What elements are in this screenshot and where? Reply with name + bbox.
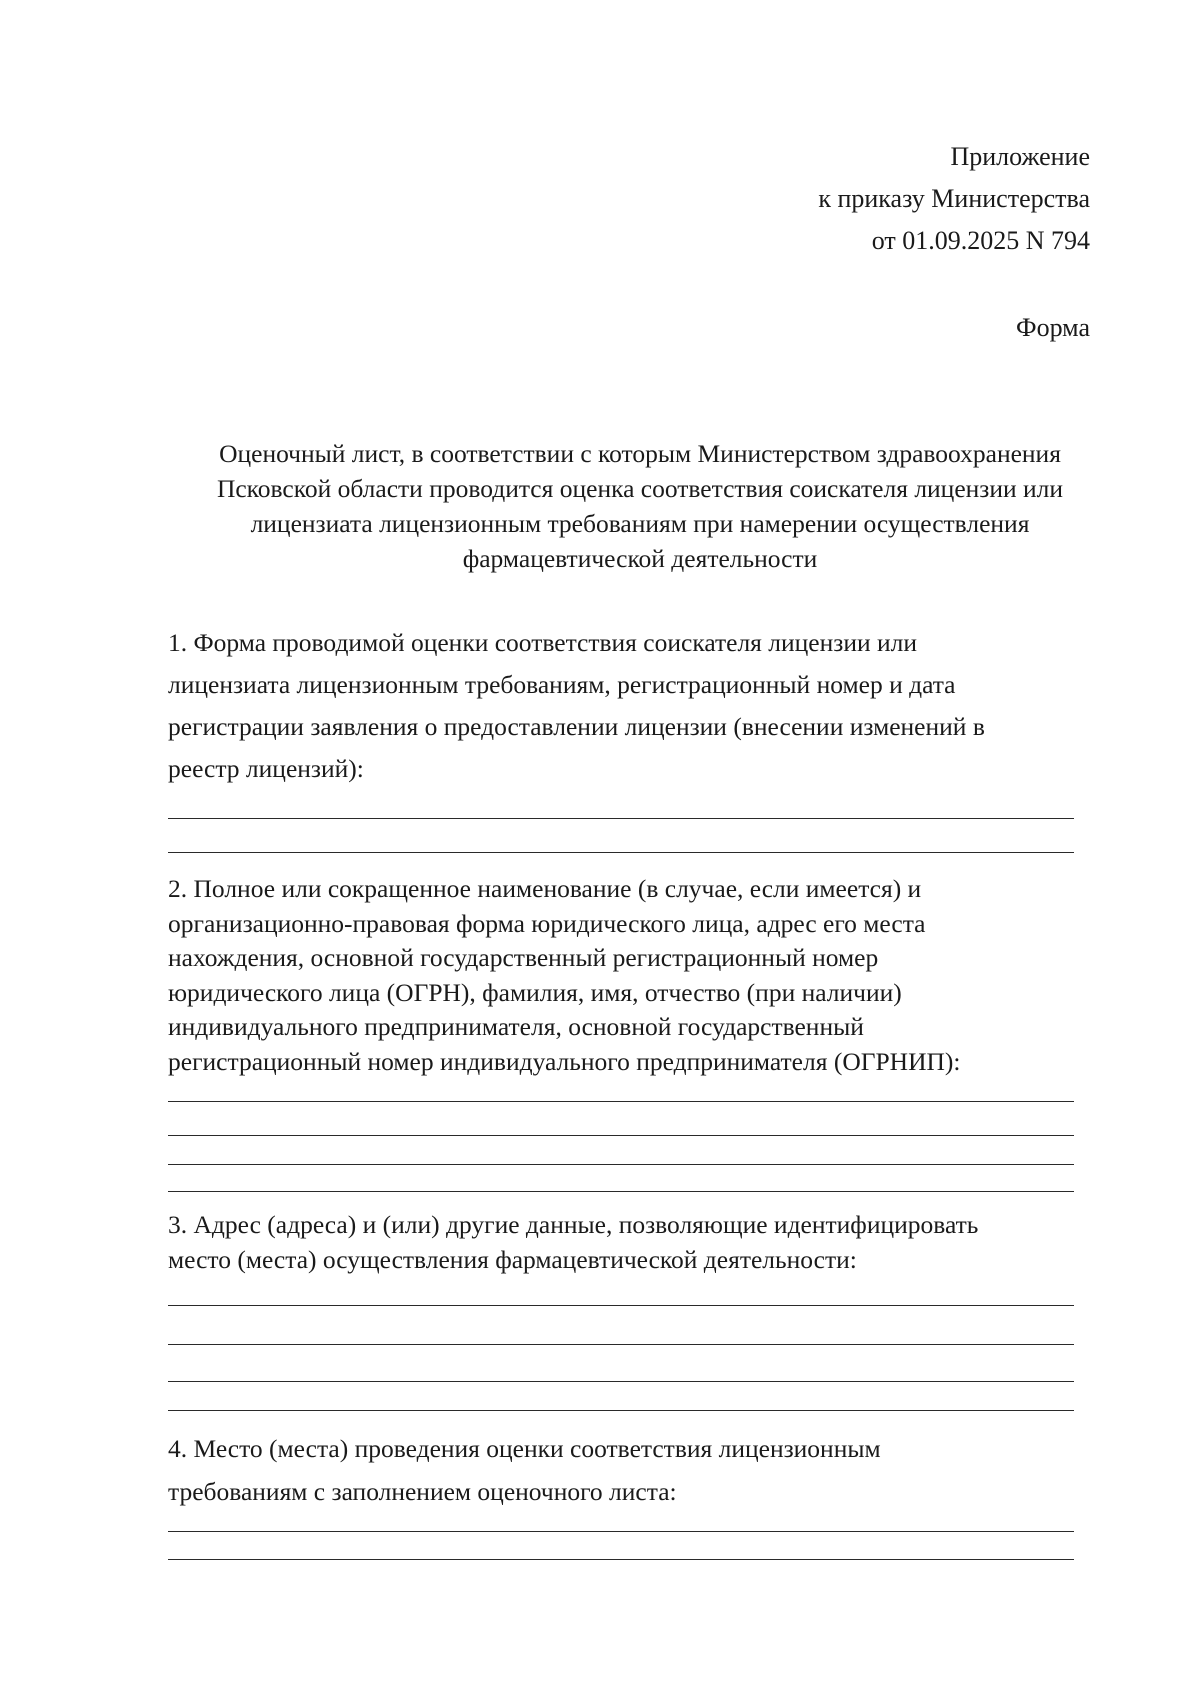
section-1-line: реестр лицензий): — [168, 754, 364, 783]
section-4-line: требованиям с заполнением оценочного листа: — [168, 1477, 677, 1506]
section-2-fill-line[interactable] — [168, 1191, 1074, 1192]
title-line: фармацевтической деятельности — [462, 544, 818, 573]
title-line: Псковской области проводится оценка соответствия соискателя лицензии или — [216, 474, 1064, 503]
section-1-line: 1. Форма проводимой оценки соответствия соискателя лицензии или — [168, 628, 918, 657]
section-1-line: лицензиата лицензионным требованиям, регистрационный номер и дата — [168, 670, 956, 699]
section-1 — [168, 622, 1088, 790]
section-3-line: 3. Адрес (адреса) и (или) другие данные, позволяющие идентифицировать — [168, 1210, 979, 1239]
section-4-line: 4. Место (места) проведения оценки соответствия лицензионным — [168, 1434, 881, 1463]
appendix-date-number: от 01.09.2025 N 794 — [871, 226, 1090, 255]
section-3-fill-line[interactable] — [168, 1381, 1074, 1382]
section-2-fill-line[interactable] — [168, 1101, 1074, 1102]
section-2-fill-line[interactable] — [168, 1135, 1074, 1136]
section-3-line: место (места) осуществления фармацевтической деятельности: — [168, 1245, 857, 1274]
appendix-reference — [818, 136, 1090, 262]
section-2-line: юридического лица (ОГРН), фамилия, имя, отчество (при наличии) — [168, 977, 902, 1007]
section-3-fill-line[interactable] — [168, 1344, 1074, 1345]
section-1-line: регистрации заявления о предоставлении лицензии (внесении изменений в — [168, 712, 985, 741]
title-line: лицензиата лицензионным требованиям при намерении осуществления — [250, 509, 1030, 538]
section-3-fill-line[interactable] — [168, 1305, 1074, 1306]
section-3 — [168, 1207, 1088, 1277]
appendix-order-line: к приказу Министерства — [818, 184, 1090, 213]
title-line: Оценочный лист, в соответствии с которым Министерством здравоохранения — [219, 439, 1061, 468]
appendix-line: Приложение — [950, 142, 1090, 171]
section-2-fill-line[interactable] — [168, 1164, 1074, 1165]
section-4-fill-line[interactable] — [168, 1531, 1074, 1532]
section-2-line: индивидуального предпринимателя, основной государственный — [168, 1012, 864, 1041]
form-label: Форма — [1016, 313, 1090, 342]
section-2-line: 2. Полное или сокращенное наименование (в случае, если имеется) и — [168, 874, 922, 903]
section-1-fill-line[interactable] — [168, 852, 1074, 853]
section-2-line: регистрационный номер индивидуального предпринимателя (ОГРНИП): — [168, 1046, 961, 1076]
document-title — [160, 436, 1120, 576]
section-1-fill-line[interactable] — [168, 818, 1074, 819]
section-4 — [168, 1427, 1088, 1513]
section-2-line: организационно-правовая форма юридического лица, адрес его места — [168, 908, 926, 938]
section-4-fill-line[interactable] — [168, 1559, 1074, 1560]
section-3-fill-line[interactable] — [168, 1410, 1074, 1411]
section-2-line: нахождения, основной государственный регистрационный номер — [168, 943, 879, 972]
section-2 — [168, 872, 1088, 1079]
